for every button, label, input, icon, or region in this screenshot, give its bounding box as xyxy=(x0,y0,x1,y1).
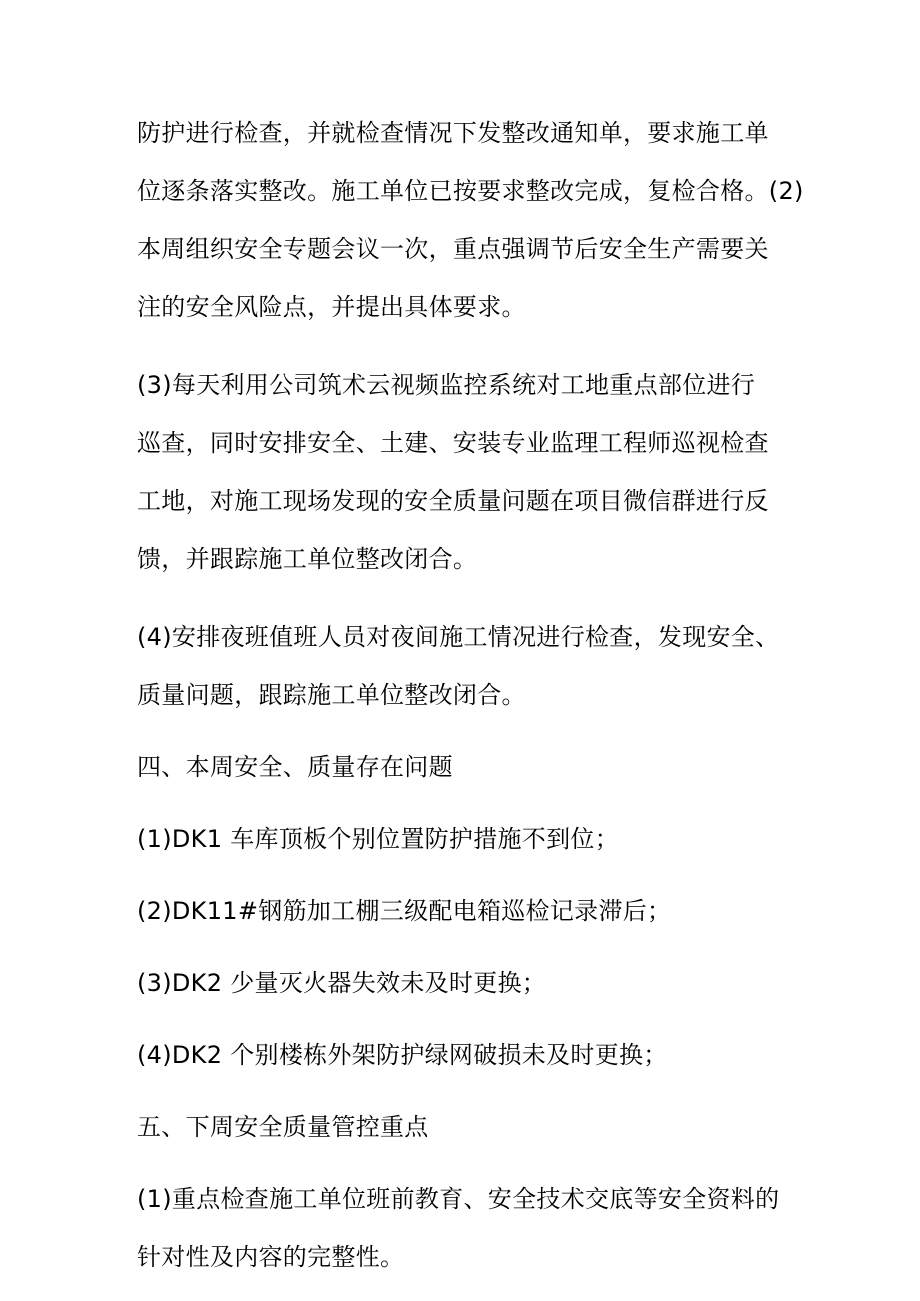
list-item xyxy=(137,810,791,868)
text-line: 本周组织安全专题会议一次，重点强调节后安全生产需要关 xyxy=(137,235,769,263)
text-line: 质量问题，跟踪施工单位整改闭合。 xyxy=(137,681,526,709)
text-line: (4)安排夜班值班人员对夜间施工情况进行检查，发现安全、 xyxy=(137,623,780,651)
document-body xyxy=(137,104,804,1286)
text-line: 馈，并跟踪施工单位整改闭合。 xyxy=(137,545,478,573)
text-line: (3)DK2 少量灭火器失效未及时更换； xyxy=(137,969,547,997)
list-item xyxy=(137,882,791,940)
list-item xyxy=(137,1170,791,1286)
section-heading-five xyxy=(137,1098,791,1156)
paragraph-video-monitoring xyxy=(137,356,791,588)
section-heading-four xyxy=(137,738,791,796)
text-line: 工地，对施工现场发现的安全质量问题在项目微信群进行反 xyxy=(137,487,769,515)
heading-text: 四、本周安全、质量存在问题 xyxy=(137,753,453,781)
text-line: 位逐条落实整改。施工单位已按要求整改完成，复检合格。(2) xyxy=(137,177,804,205)
text-line: (3)每天利用公司筑术云视频监控系统对工地重点部位进行 xyxy=(137,371,756,399)
text-line: (1)重点检查施工单位班前教育、安全技术交底等安全资料的 xyxy=(137,1185,780,1213)
heading-text: 五、下周安全质量管控重点 xyxy=(137,1113,429,1141)
paragraph-inspection-rectification xyxy=(137,104,804,336)
paragraph-night-shift xyxy=(137,608,791,724)
list-item xyxy=(137,954,791,1012)
text-line: (2)DK11#钢筋加工棚三级配电箱巡检记录滞后； xyxy=(137,897,672,925)
text-line: 针对性及内容的完整性。 xyxy=(137,1243,405,1271)
text-line: (4)DK2 个别楼栋外架防护绿网破损未及时更换； xyxy=(137,1041,668,1069)
text-line: 注的安全风险点，并提出具体要求。 xyxy=(137,293,526,321)
text-line: (1)DK1 车库顶板个别位置防护措施不到位； xyxy=(137,825,620,853)
text-line: 巡查，同时安排安全、土建、安装专业监理工程师巡视检查 xyxy=(137,429,769,457)
text-line: 防护进行检查，并就检查情况下发整改通知单，要求施工单 xyxy=(137,119,769,147)
list-item xyxy=(137,1026,791,1084)
